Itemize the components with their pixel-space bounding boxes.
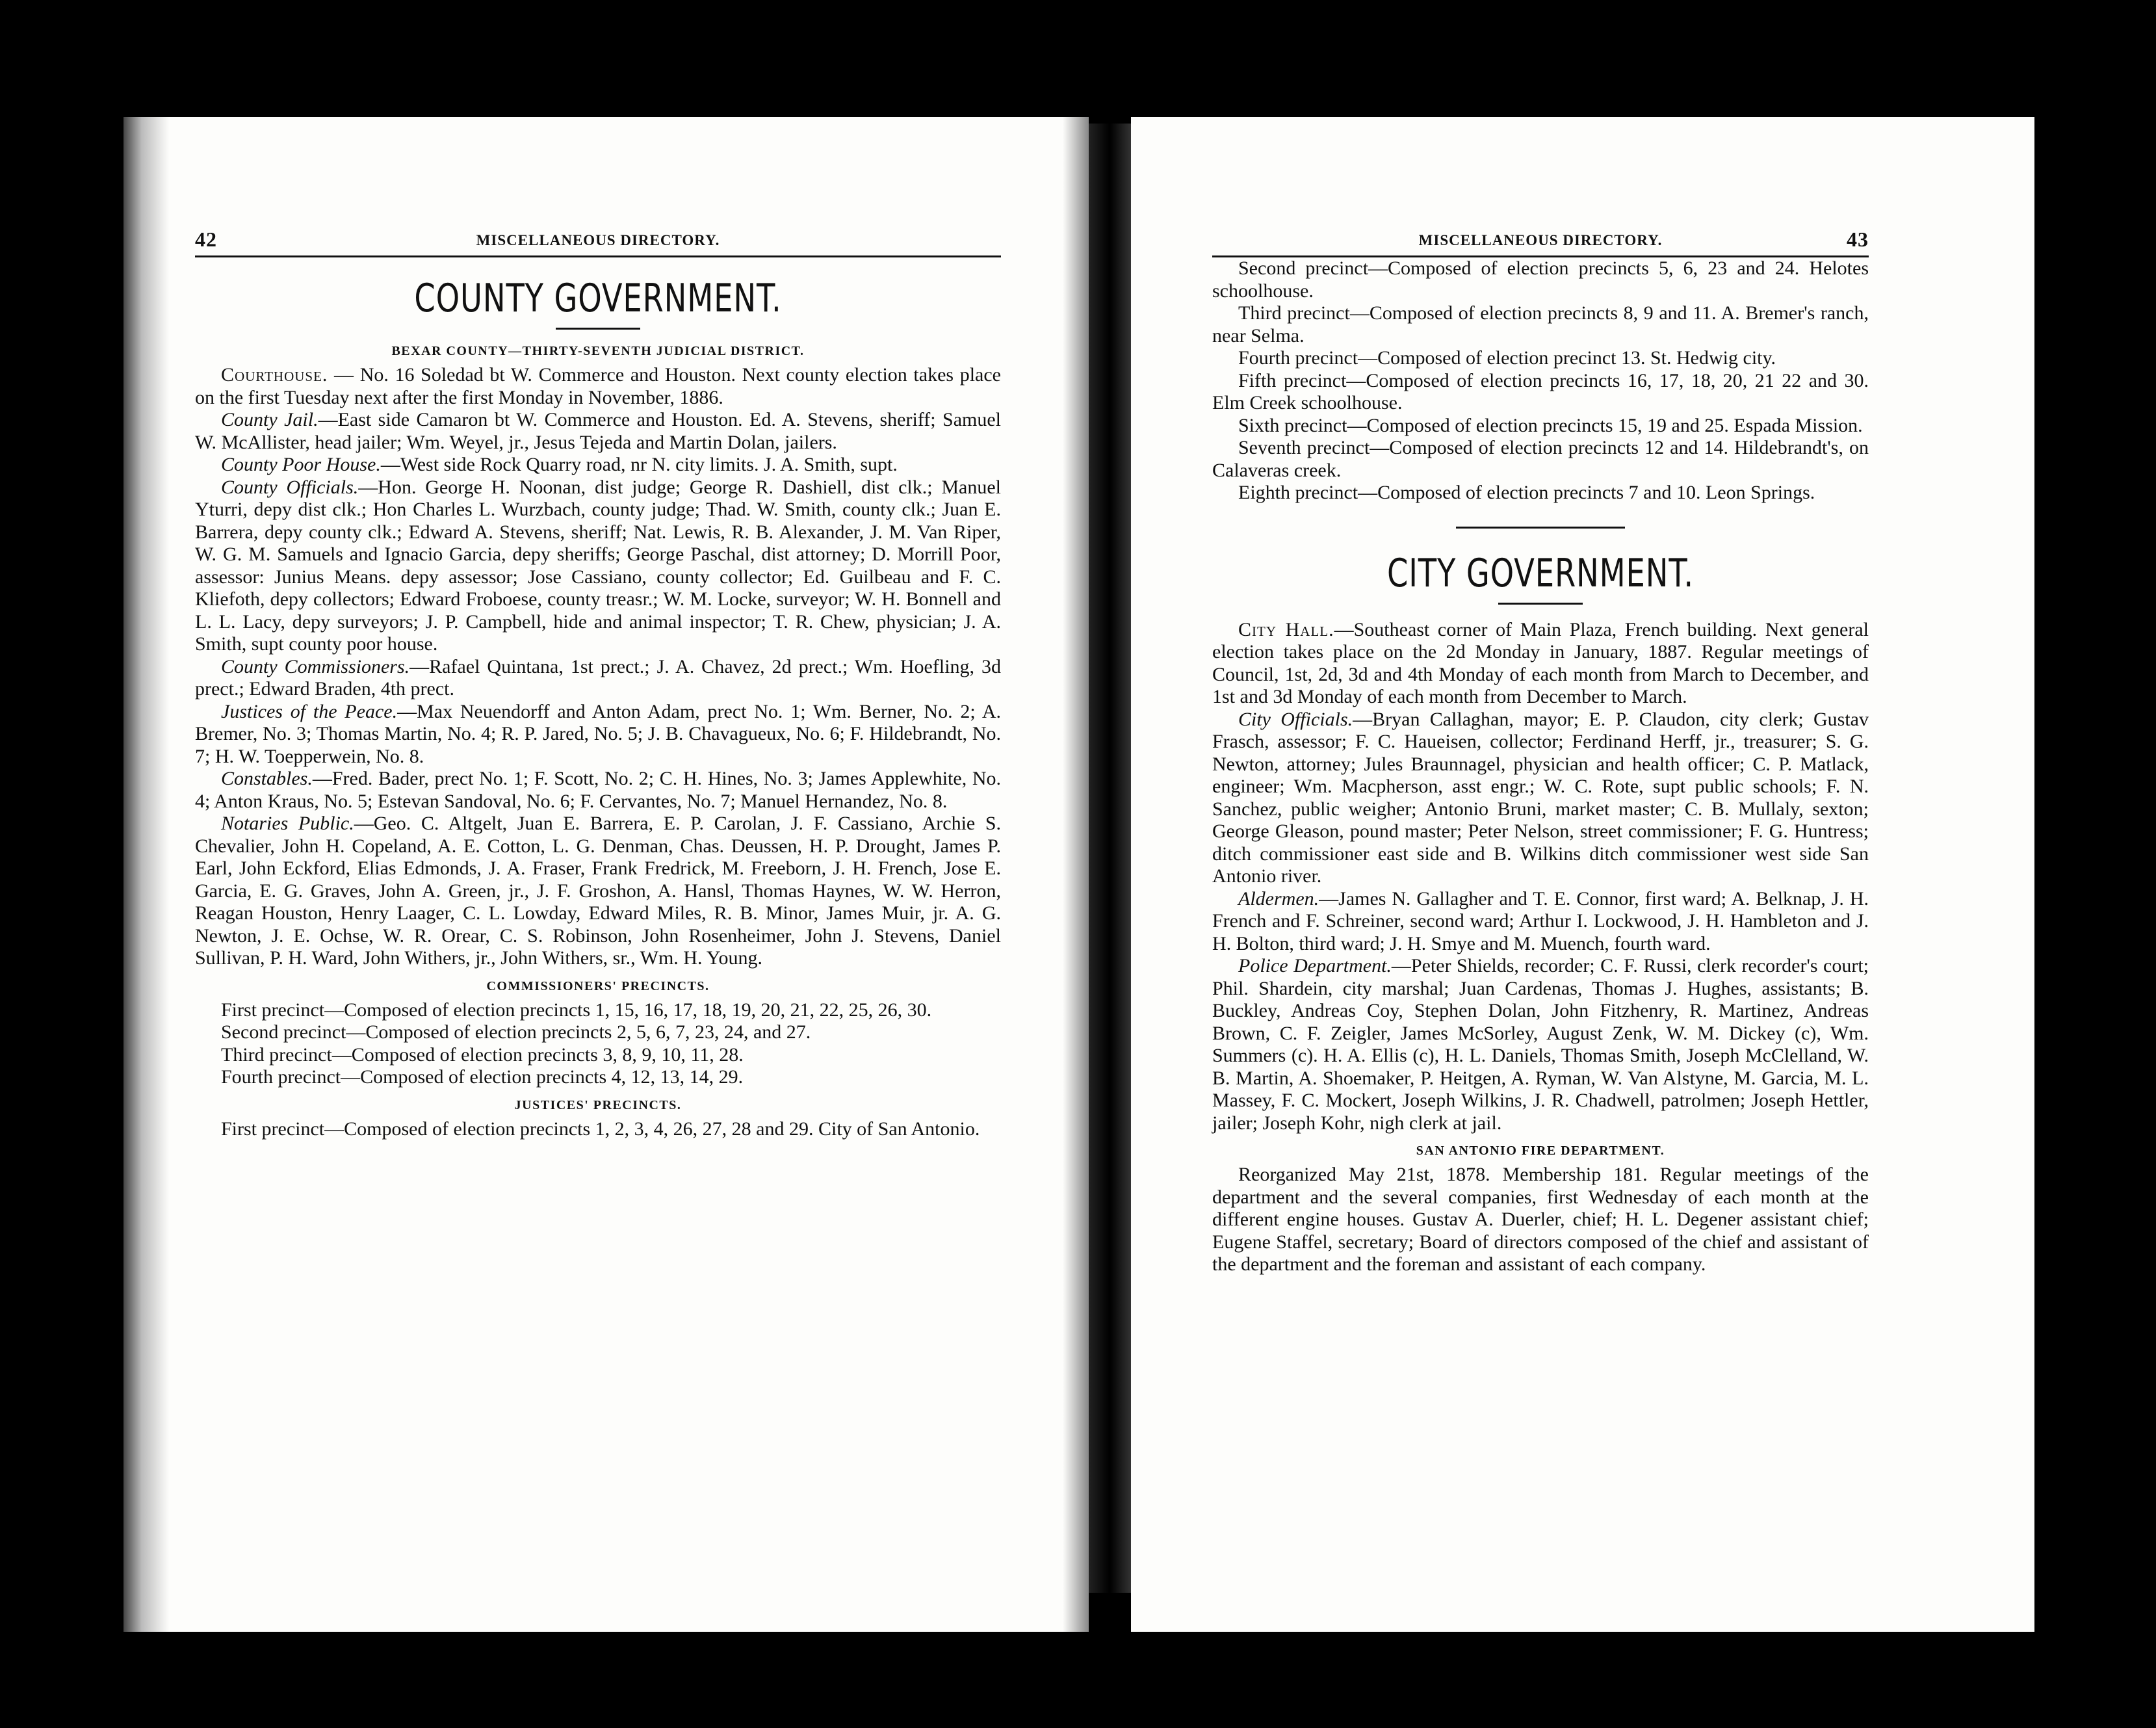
- entry-county-jail: County Jail.—East side Camaron bt W. Commerce and Houston. Ed. A. Stevens, sheriff; Samuel W. McAllister, head jailer; Wm. Weyel, jr., Jesus Tejeda and Martin Dolan, jailers.: [195, 409, 1001, 453]
- page-number: 43: [1847, 228, 1869, 251]
- entry-police-department: Police Department.—Peter Shields, recorder; C. F. Russi, clerk recorder's court; Phil. Shardein, city marshal; Juan Cardenas, Thomas J. Hughes, assistants; B. Buckley, Andreas Coy, Stephen Dolan, John Fitzhenry, R. Martinez, Andreas Brown, C. F. Zeigler, James McSorley, August Zenk, W. M. Dickey (c), Wm. Summers (c). H. A. Ellis (c), H. L. Daniels, Thomas Smith, Joseph McClelland, W. B. Martin, A. Shoemaker, P. Heitgen, A. Ryman, W. Van Alstyne, M. Garcia, M. L. Massey, F. C. Mockert, Joseph Wilkins, J. R. Chadwell, patrolmen; Joseph Hettler, jailer; Joseph Kohr, nigh clerk at jail.: [1212, 955, 1869, 1134]
- justices-precinct-6: Sixth precinct—Composed of election precincts 15, 19 and 25. Espada Mission.: [1238, 414, 1863, 436]
- entry-county-officials: County Officials.—Hon. George H. Noonan, dist judge; George R. Dashiell, dist clk.; Manuel Yturri, depy dist clk.; Hon Charles L. Wurzbach, county judge; Thad. W. Smith, county clk.; Juan E. Barrera, depy county clk.; Edward A. Stevens, sheriff; Nat. Lewis, R. B. Alexander, J. M. Van Riper, W. G. M. Samuels and Ignacio Garcia, depy sheriffs; George Paschal, dist attorney; D. Morrill Poor, assessor: Junius Means. depy assessor; Jose Cassiano, county collector; Ed. Guilbeau and F. C. Kliefoth, depy collectors; Edward Froboese, county treasr.; W. M. Locke, surveyor; W. H. Bonnell and L. L. Lacy, depy surveyors; J. P. Campbell, hide and animal inspector; T. R. Chew, physician; J. A. Smith, supt county poor house.: [195, 476, 1001, 655]
- entry-county-commissioners: County Commissioners.—Rafael Quintana, 1st prect.; J. A. Chavez, 2d prect.; Wm. Hoefling, 3d prect.; Edward Braden, 4th prect.: [195, 655, 1001, 700]
- commissioners-precinct-2: Second precinct—Composed of election precincts 2, 5, 6, 7, 23, 24, and 27.: [221, 1021, 811, 1043]
- justices-precinct-2: Second precinct—Composed of election precincts 5, 6, 23 and 24. Helotes schoolhouse.: [1212, 257, 1869, 302]
- running-head-title: MISCELLANEOUS DIRECTORY.: [1418, 232, 1663, 248]
- justices-precinct-4: Fourth precinct—Composed of election precinct 13. St. Hedwig city.: [1238, 347, 1776, 369]
- entry-constables: Constables.—Fred. Bader, prect No. 1; F. Scott, No. 2; C. H. Hines, No. 3; James Applewhite, No. 4; Anton Kraus, No. 5; Estevan Sandoval, No. 6; F. Cervantes, No. 7; Manuel Hernandez, No. 8.: [195, 768, 1001, 812]
- entry-city-hall: City Hall.—Southeast corner of Main Plaza, French building. Next general election takes place on the 2d Monday in January, 1887. Regular meetings of Council, 1st, 2d, 3d and 4th Monday of each month from March to December, and 1st and 3d Monday of each month from December to March.: [1212, 618, 1869, 707]
- gutter-shadow: [1063, 117, 1089, 1632]
- section-divider: [1456, 527, 1625, 529]
- subheading-fire-department: SAN ANTONIO FIRE DEPARTMENT.: [1416, 1144, 1665, 1158]
- book-spine: [1089, 124, 1131, 1593]
- justices-precinct-8: Eighth precinct—Composed of election precincts 7 and 10. Leon Springs.: [1238, 482, 1815, 503]
- title-rule: [1498, 603, 1583, 605]
- entry-courthouse: Courthouse. — No. 16 Soledad bt W. Commerce and Houston. Next county election takes place on the first Tuesday next after the first Monday in November, 1886.: [195, 364, 1001, 408]
- commissioners-precinct-4: Fourth precinct—Composed of election precincts 4, 12, 13, 14, 29.: [221, 1066, 744, 1088]
- subheading-bexar-county: BEXAR COUNTY—THIRTY-SEVENTH JUDICIAL DISTRICT.: [391, 344, 805, 358]
- county-entries: [195, 364, 1001, 970]
- justices-precinct-5: Fifth precinct—Composed of election precincts 16, 17, 18, 20, 21 22 and 30. Elm Creek schoolhouse.: [1212, 369, 1869, 413]
- page-number: 42: [195, 228, 217, 251]
- justices-precinct-7: Seventh precinct—Composed of election precincts 12 and 14. Hildebrandt's, on Calaveras creek.: [1212, 437, 1869, 481]
- running-head-right: [1212, 224, 1869, 257]
- left-column: [195, 224, 1001, 1140]
- commissioners-precinct-3: Third precinct—Composed of election precincts 3, 8, 9, 10, 11, 28.: [221, 1043, 744, 1066]
- commissioners-precinct-1: First precinct—Composed of election precincts 1, 15, 16, 17, 18, 19, 20, 21, 22, 25, 26, 30.: [221, 999, 932, 1021]
- justices-precinct-1: First precinct—Composed of election precincts 1, 2, 3, 4, 26, 27, 28 and 29. City of San Antonio.: [221, 1118, 980, 1140]
- entry-poor-house: County Poor House.—West side Rock Quarry road, nr N. city limits. J. A. Smith, supt.: [221, 454, 898, 475]
- right-column: [1212, 224, 1869, 1276]
- entry-aldermen: Aldermen.—James N. Gallagher and T. E. Connor, first ward; A. Belknap, J. H. French and F. Schreiner, second ward; Arthur I. Lockwood, J. H. Hambleton and J. H. Bolton, third ward; J. H. Smye and M. Muench, fourth ward.: [1212, 887, 1869, 954]
- justices-precinct-3: Third precinct—Composed of election precincts 8, 9 and 11. A. Bremer's ranch, near Selma.: [1212, 302, 1869, 347]
- section-title-city: CITY GOVERNMENT.: [1386, 550, 1695, 596]
- running-head-left: [195, 224, 1001, 257]
- subheading-commissioners-precincts: COMMISSIONERS' PRECINCTS.: [486, 978, 710, 993]
- entry-notaries-public: Notaries Public.—Geo. C. Altgelt, Juan E. Barrera, E. P. Carolan, J. F. Cassiano, Archie S. Chevalier, John H. Copeland, A. E. Cotton, L. G. Denman, Chas. Deussen, H. P. Drought, James P. Earl, John Eckford, Elias Edmonds, J. A. Fraser, Frank Fredrick, M. Freeborn, J. H. French, Jose E. Garcia, E. G. Graves, John A. Green, jr., J. F. Groshon, A. Hansl, Thomas Haynes, W. W. Herron, Reagan Houston, Henry Laager, C. L. Lowday, Edward Miles, R. B. Minor, James Muir, jr. A. G. Newton, J. E. Ochse, W. R. Orear, C. S. Robinson, John Rosenheimer, John J. Stevens, Daniel Sullivan, P. H. Ward, John Withers, jr., John Withers, sr., Wm. H. Young.: [195, 813, 1002, 969]
- entry-justices-of-peace: Justices of the Peace.—Max Neuendorff and Anton Adam, prect No. 1; Wm. Berner, No. 2; A. Bremer, No. 3; Thomas Martin, No. 4; R. P. Jared, No. 5; J. B. Chavagueux, No. 6; F. Hildebrandt, No. 7; H. W. Toepperwein, No. 8.: [195, 700, 1001, 767]
- page-edge-shadow: [123, 117, 169, 1632]
- entry-fire-department: Reorganized May 21st, 1878. Membership 181. Regular meetings of the department and the several companies, first Wednesday of each month at the different engine houses. Gustav A. Duerler, chief; H. L. Degener assistant chief; Eugene Staffel, secretary; Board of directors composed of the chief and assistant of the department and the foreman and assistant of each company.: [1212, 1164, 1869, 1275]
- section-title-county: COUNTY GOVERNMENT.: [414, 276, 782, 321]
- running-head-title: MISCELLANEOUS DIRECTORY.: [476, 232, 720, 248]
- title-rule: [556, 328, 640, 330]
- subheading-justices-precincts: JUSTICES' PRECINCTS.: [514, 1097, 682, 1112]
- entry-city-officials: City Officials.—Bryan Callaghan, mayor; E. P. Claudon, city clerk; Gustav Frasch, assessor; F. C. Haueisen, collector; Ferdinand Herff, jr., treasurer; S. G. Newton, attorney; Jules Braunnagel, physician and health officer; C. P. Matlack, engineer; Wm. Macpherson, asst engr.; W. C. Rote, supt public schools; F. N. Sanchez, public weigher; Antonio Bruni, market master; C. B. Mullaly, sexton; George Gleason, pound master; Peter Nelson, street commissioner; F. G. Huntress; ditch commissioner east side and B. Wilkins ditch commissioner west side San Antonio river.: [1212, 708, 1869, 887]
